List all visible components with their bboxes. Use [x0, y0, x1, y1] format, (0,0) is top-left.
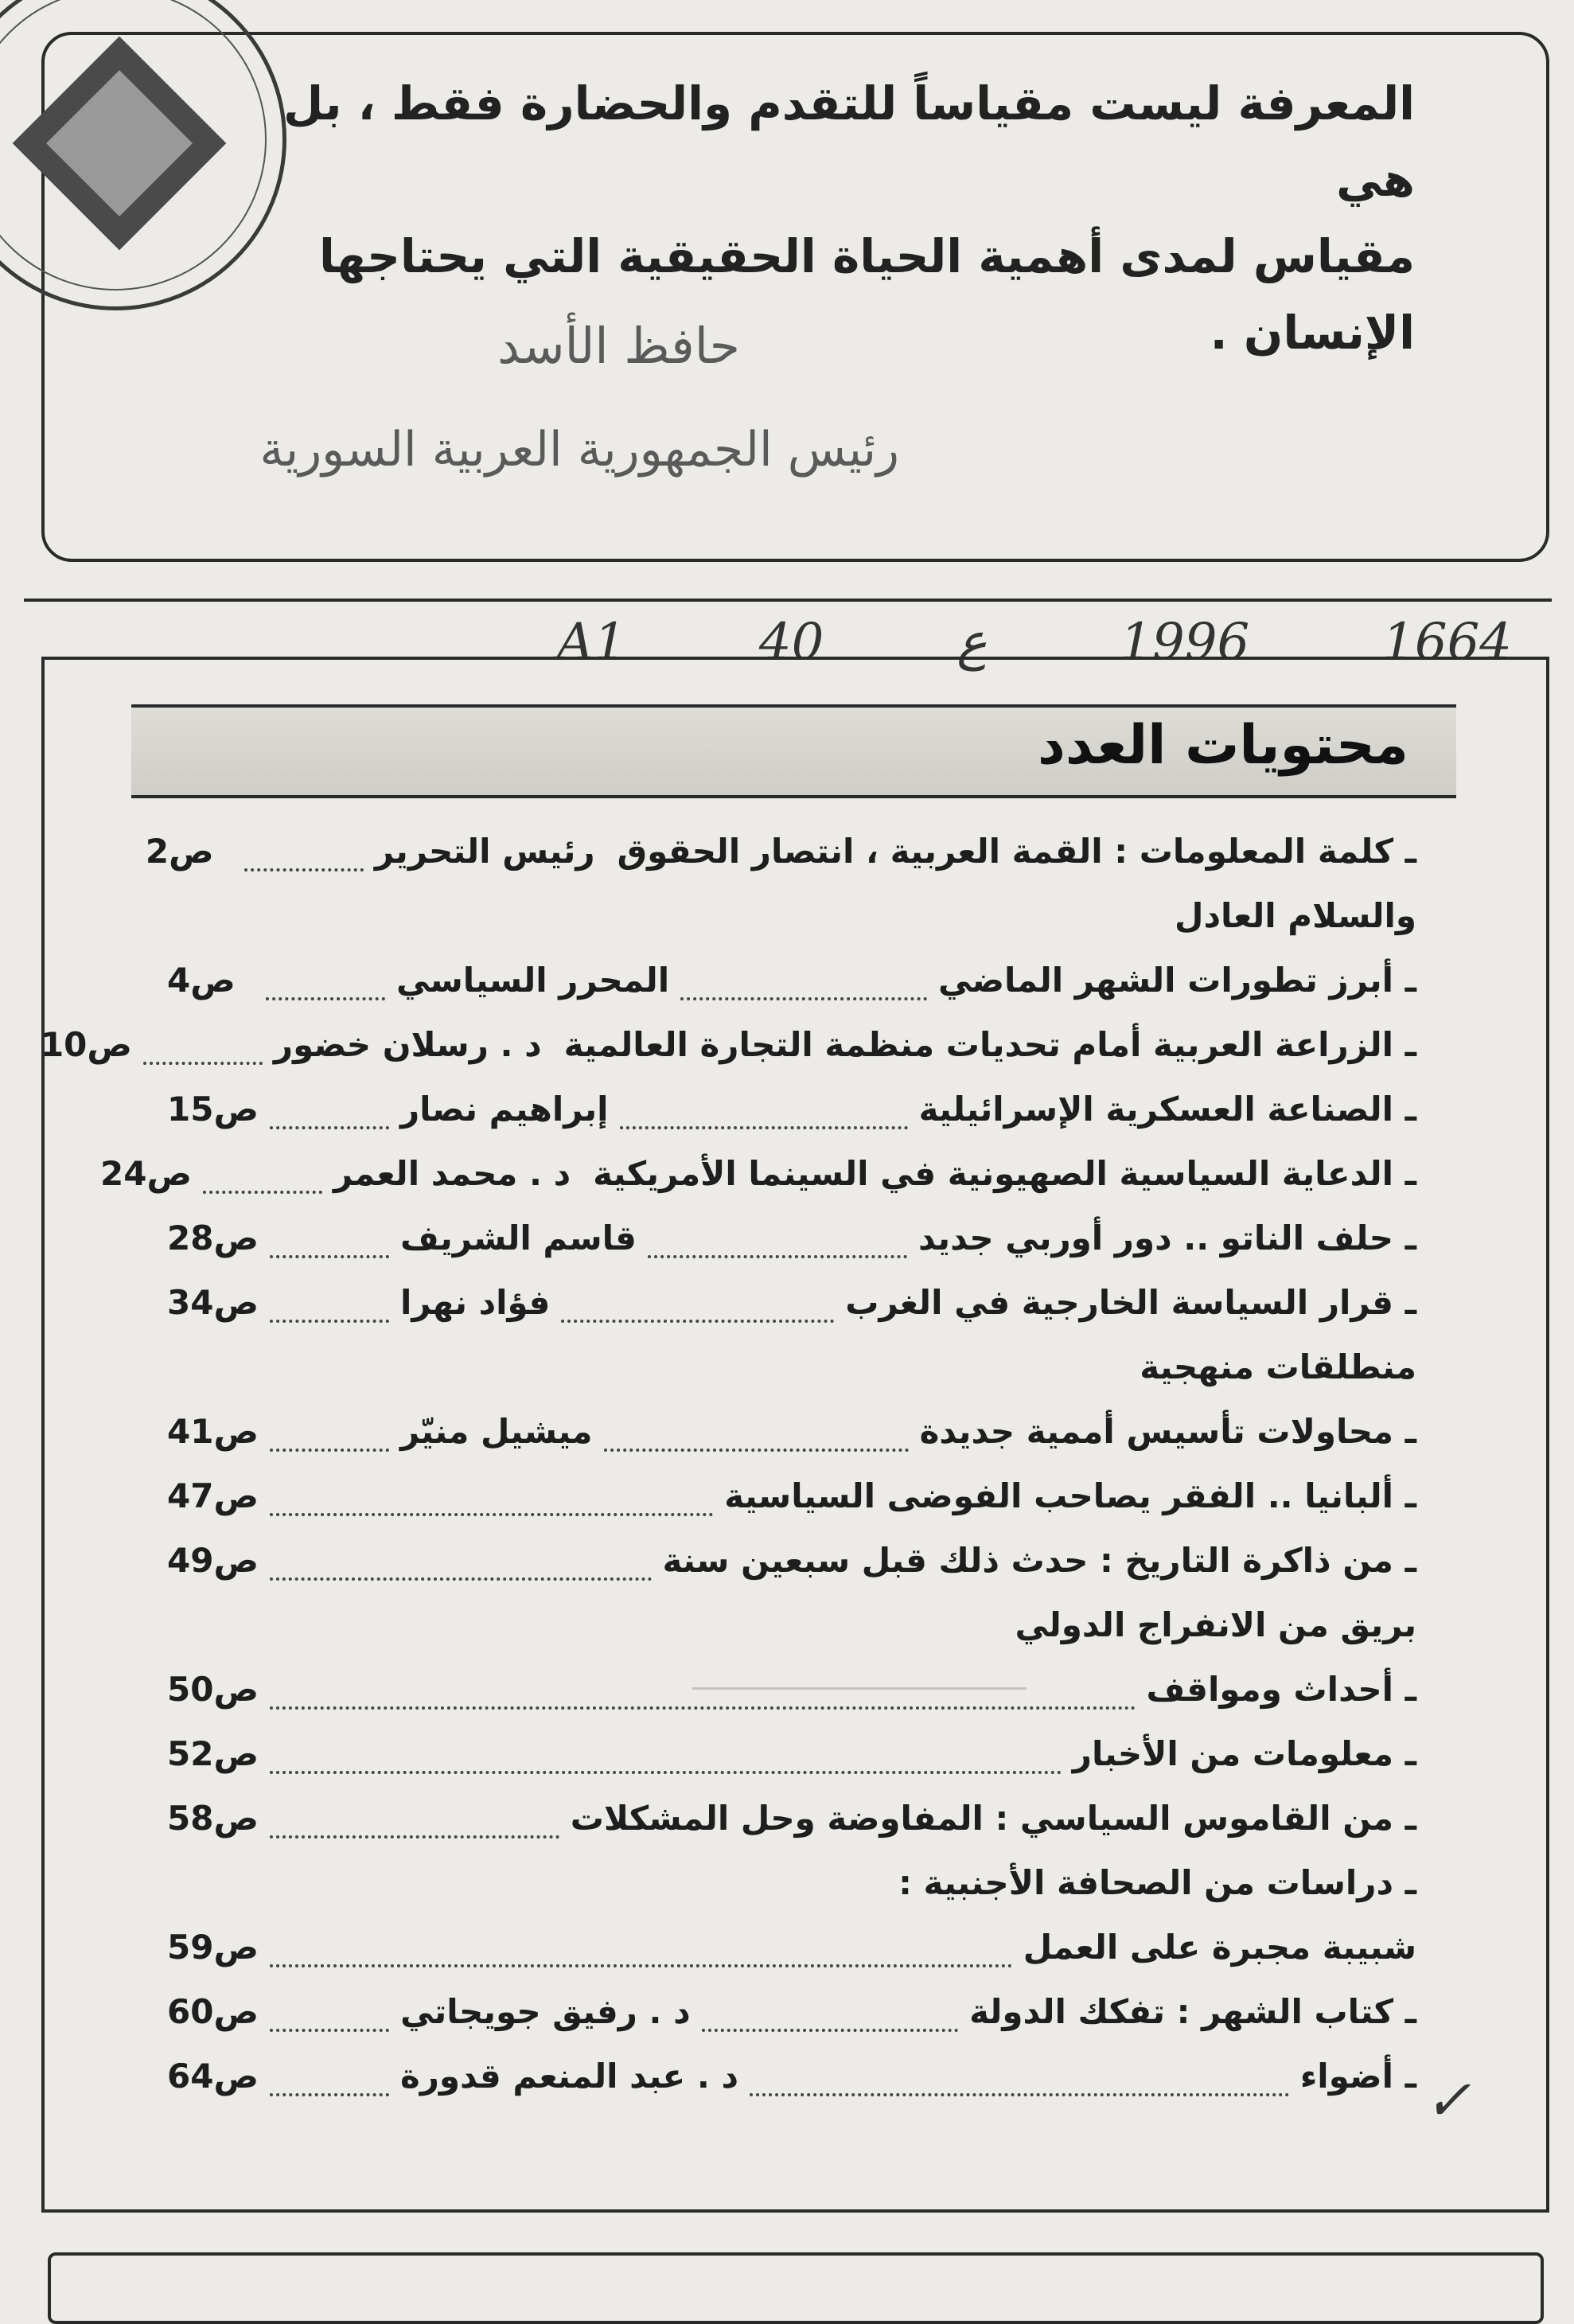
- toc-entry-title: والسلام العادل: [1175, 896, 1416, 935]
- toc-entry-title: ـ محاولات تأسيس أممية جديدة: [919, 1412, 1416, 1451]
- toc-entry-page: ص28: [167, 1219, 259, 1258]
- toc-entry-title: ـ معلومات من الأخبار: [1072, 1734, 1416, 1773]
- table-of-contents: [40, 832, 1416, 2121]
- toc-entry-title: ـ أحداث ومواقف: [1146, 1670, 1416, 1709]
- dot-leader: [270, 1824, 559, 1839]
- toc-entry-title: ـ من ذاكرة التاريخ : حدث ذلك قبل سبعين سنة: [662, 1541, 1416, 1580]
- toc-entry-author: رئيس التحرير: [374, 832, 595, 871]
- toc-entry-author: د . رسلان خضور: [273, 1025, 542, 1064]
- quote-line-2: مقياس لمدى أهمية الحياة الحقيقية التي يحتاجها: [319, 229, 1415, 283]
- toc-section-heading: [167, 1863, 1416, 1928]
- toc-entry-page: ص2: [145, 832, 214, 871]
- dot-leader: [648, 1244, 907, 1258]
- toc-entry: [40, 1025, 1416, 1090]
- toc-entry-title: ـ كلمة المعلومات : القمة العربية ، انتصار الحقوق: [617, 832, 1416, 871]
- dot-leader: [270, 1953, 1012, 1967]
- toc-entry-page: ص15: [167, 1090, 259, 1129]
- handwritten-part: 40: [758, 613, 824, 672]
- toc-entry: [167, 2057, 1416, 2121]
- toc-entry-title: ـ قرار السياسة الخارجية في الغرب: [845, 1283, 1416, 1322]
- toc-entry-author: فؤاد نهرا: [399, 1283, 551, 1322]
- toc-section-heading: [167, 1347, 1416, 1412]
- toc-entry-title: ـ الدعاية السياسية الصهيونية في السينما الأمريكية: [593, 1154, 1416, 1193]
- toc-entry-page: ص49: [167, 1541, 259, 1580]
- dot-leader: [750, 2082, 1289, 2096]
- toc-entry: [167, 1799, 1416, 1863]
- toc-entry-page: ص47: [167, 1476, 259, 1515]
- toc-section-heading: [167, 896, 1416, 961]
- toc-entry-author: د . عبد المنعم قدورة: [399, 2057, 738, 2096]
- toc-entry-author: د . محمد العمر: [333, 1154, 571, 1193]
- toc-entry: [167, 1219, 1416, 1283]
- dot-leader: [270, 1308, 389, 1323]
- toc-entry-title: ـ الزراعة العربية أمام تحديات منظمة التجارة العالمية: [563, 1025, 1416, 1064]
- toc-entry: [167, 961, 1416, 1025]
- toc-entry-title: ـ أضواء: [1299, 2057, 1416, 2096]
- toc-entry-author: المحرر السياسي: [396, 961, 670, 1000]
- dot-leader: [203, 1180, 322, 1194]
- toc-entry-page: ص34: [167, 1283, 259, 1322]
- dot-leader: [561, 1308, 834, 1323]
- toc-entry: [167, 1412, 1416, 1476]
- quote-text: [221, 65, 1415, 371]
- handwritten-part: 1664: [1382, 613, 1512, 672]
- toc-entry: [167, 1992, 1416, 2057]
- toc-entry: [167, 1734, 1416, 1799]
- contents-title: محتويات العدد: [1038, 714, 1408, 777]
- toc-entry-title: ـ أبرز تطورات الشهر الماضي: [937, 961, 1416, 1000]
- toc-entry-author: إبراهيم نصار: [399, 1090, 609, 1129]
- toc-entry-title: منطلقات منهجية: [1140, 1347, 1416, 1386]
- handwritten-part: ع: [956, 613, 988, 672]
- toc-entry: [145, 832, 1416, 896]
- dot-leader: [270, 1695, 1136, 1710]
- toc-entry-page: ص64: [167, 2057, 259, 2096]
- quote-line-3: الإنسان .: [1210, 306, 1415, 360]
- toc-entry-author: قاسم الشريف: [399, 1219, 637, 1258]
- toc-entry-page: ص52: [167, 1734, 259, 1773]
- toc-entry-page: ص4: [167, 961, 236, 1000]
- dot-leader: [620, 1115, 908, 1129]
- check-mark-icon: ✓: [1424, 2068, 1471, 2133]
- toc-entry-title: ـ ألبانيا .. الفقر يصاحب الفوضى السياسية: [724, 1476, 1416, 1515]
- toc-entry-page: ص59: [167, 1928, 259, 1967]
- toc-entry-title: بريق من الانفراج الدولي: [1015, 1605, 1416, 1644]
- toc-entry-page: ص10: [40, 1025, 132, 1064]
- handwritten-part: A1: [557, 613, 626, 672]
- quote-author-title: رئيس الجمهورية العربية السورية: [259, 422, 899, 478]
- toc-entry-title: ـ من القاموس السياسي : المفاوضة وحل المشكلات: [570, 1799, 1416, 1838]
- toc-entry: [167, 1928, 1416, 1992]
- dot-leader: [244, 857, 364, 872]
- handwritten-part: 1996: [1120, 613, 1250, 672]
- toc-entry: [167, 1541, 1416, 1605]
- horizontal-divider: [24, 599, 1552, 602]
- toc-entry-title: شبيبة مجبرة على العمل: [1023, 1928, 1416, 1967]
- dot-leader: [270, 1437, 389, 1452]
- quote-author: حافظ الأسد: [497, 317, 740, 375]
- toc-entry: [167, 1670, 1416, 1734]
- toc-entry-title: ـ كتاب الشهر : تفكك الدولة: [969, 1992, 1416, 2031]
- toc-entry: [167, 1283, 1416, 1347]
- dot-leader: [604, 1437, 909, 1452]
- dot-leader: [143, 1051, 263, 1065]
- dot-leader: [270, 2082, 389, 2096]
- dot-leader: [270, 1502, 713, 1516]
- toc-section-heading: [167, 1605, 1416, 1670]
- toc-entry-page: ص50: [167, 1670, 259, 1709]
- dot-leader: [680, 986, 927, 1000]
- toc-entry-title: ـ حلف الناتو .. دور أوربي جديد: [918, 1219, 1416, 1258]
- dot-leader: [270, 1244, 389, 1258]
- toc-entry-page: ص41: [167, 1412, 259, 1451]
- toc-entry-page: ص60: [167, 1992, 259, 2031]
- bottom-frame: [48, 2252, 1544, 2324]
- dot-leader: [702, 2018, 958, 2032]
- dot-leader: [270, 2018, 389, 2032]
- toc-entry: [99, 1154, 1416, 1219]
- toc-entry-title: ـ الصناعة العسكرية الإسرائيلية: [918, 1090, 1416, 1129]
- toc-entry-author: ميشيل منيّر: [399, 1412, 593, 1451]
- toc-entry-page: ص24: [99, 1154, 192, 1193]
- toc-entry: [167, 1476, 1416, 1541]
- quote-line-1: المعرفة ليست مقياساً للتقدم والحضارة فقط ، بل هي: [282, 76, 1415, 207]
- dot-leader: [270, 1566, 652, 1581]
- dot-leader: [270, 1760, 1062, 1774]
- dot-leader: [266, 986, 385, 1000]
- toc-entry-page: ص58: [167, 1799, 259, 1838]
- contents-header-band: [131, 704, 1456, 798]
- toc-entry-title: ـ دراسات من الصحافة الأجنبية :: [898, 1863, 1416, 1902]
- dot-leader: [270, 1115, 389, 1129]
- toc-entry: [167, 1090, 1416, 1154]
- toc-entry-author: د . رفيق جويجاتي: [399, 1992, 691, 2031]
